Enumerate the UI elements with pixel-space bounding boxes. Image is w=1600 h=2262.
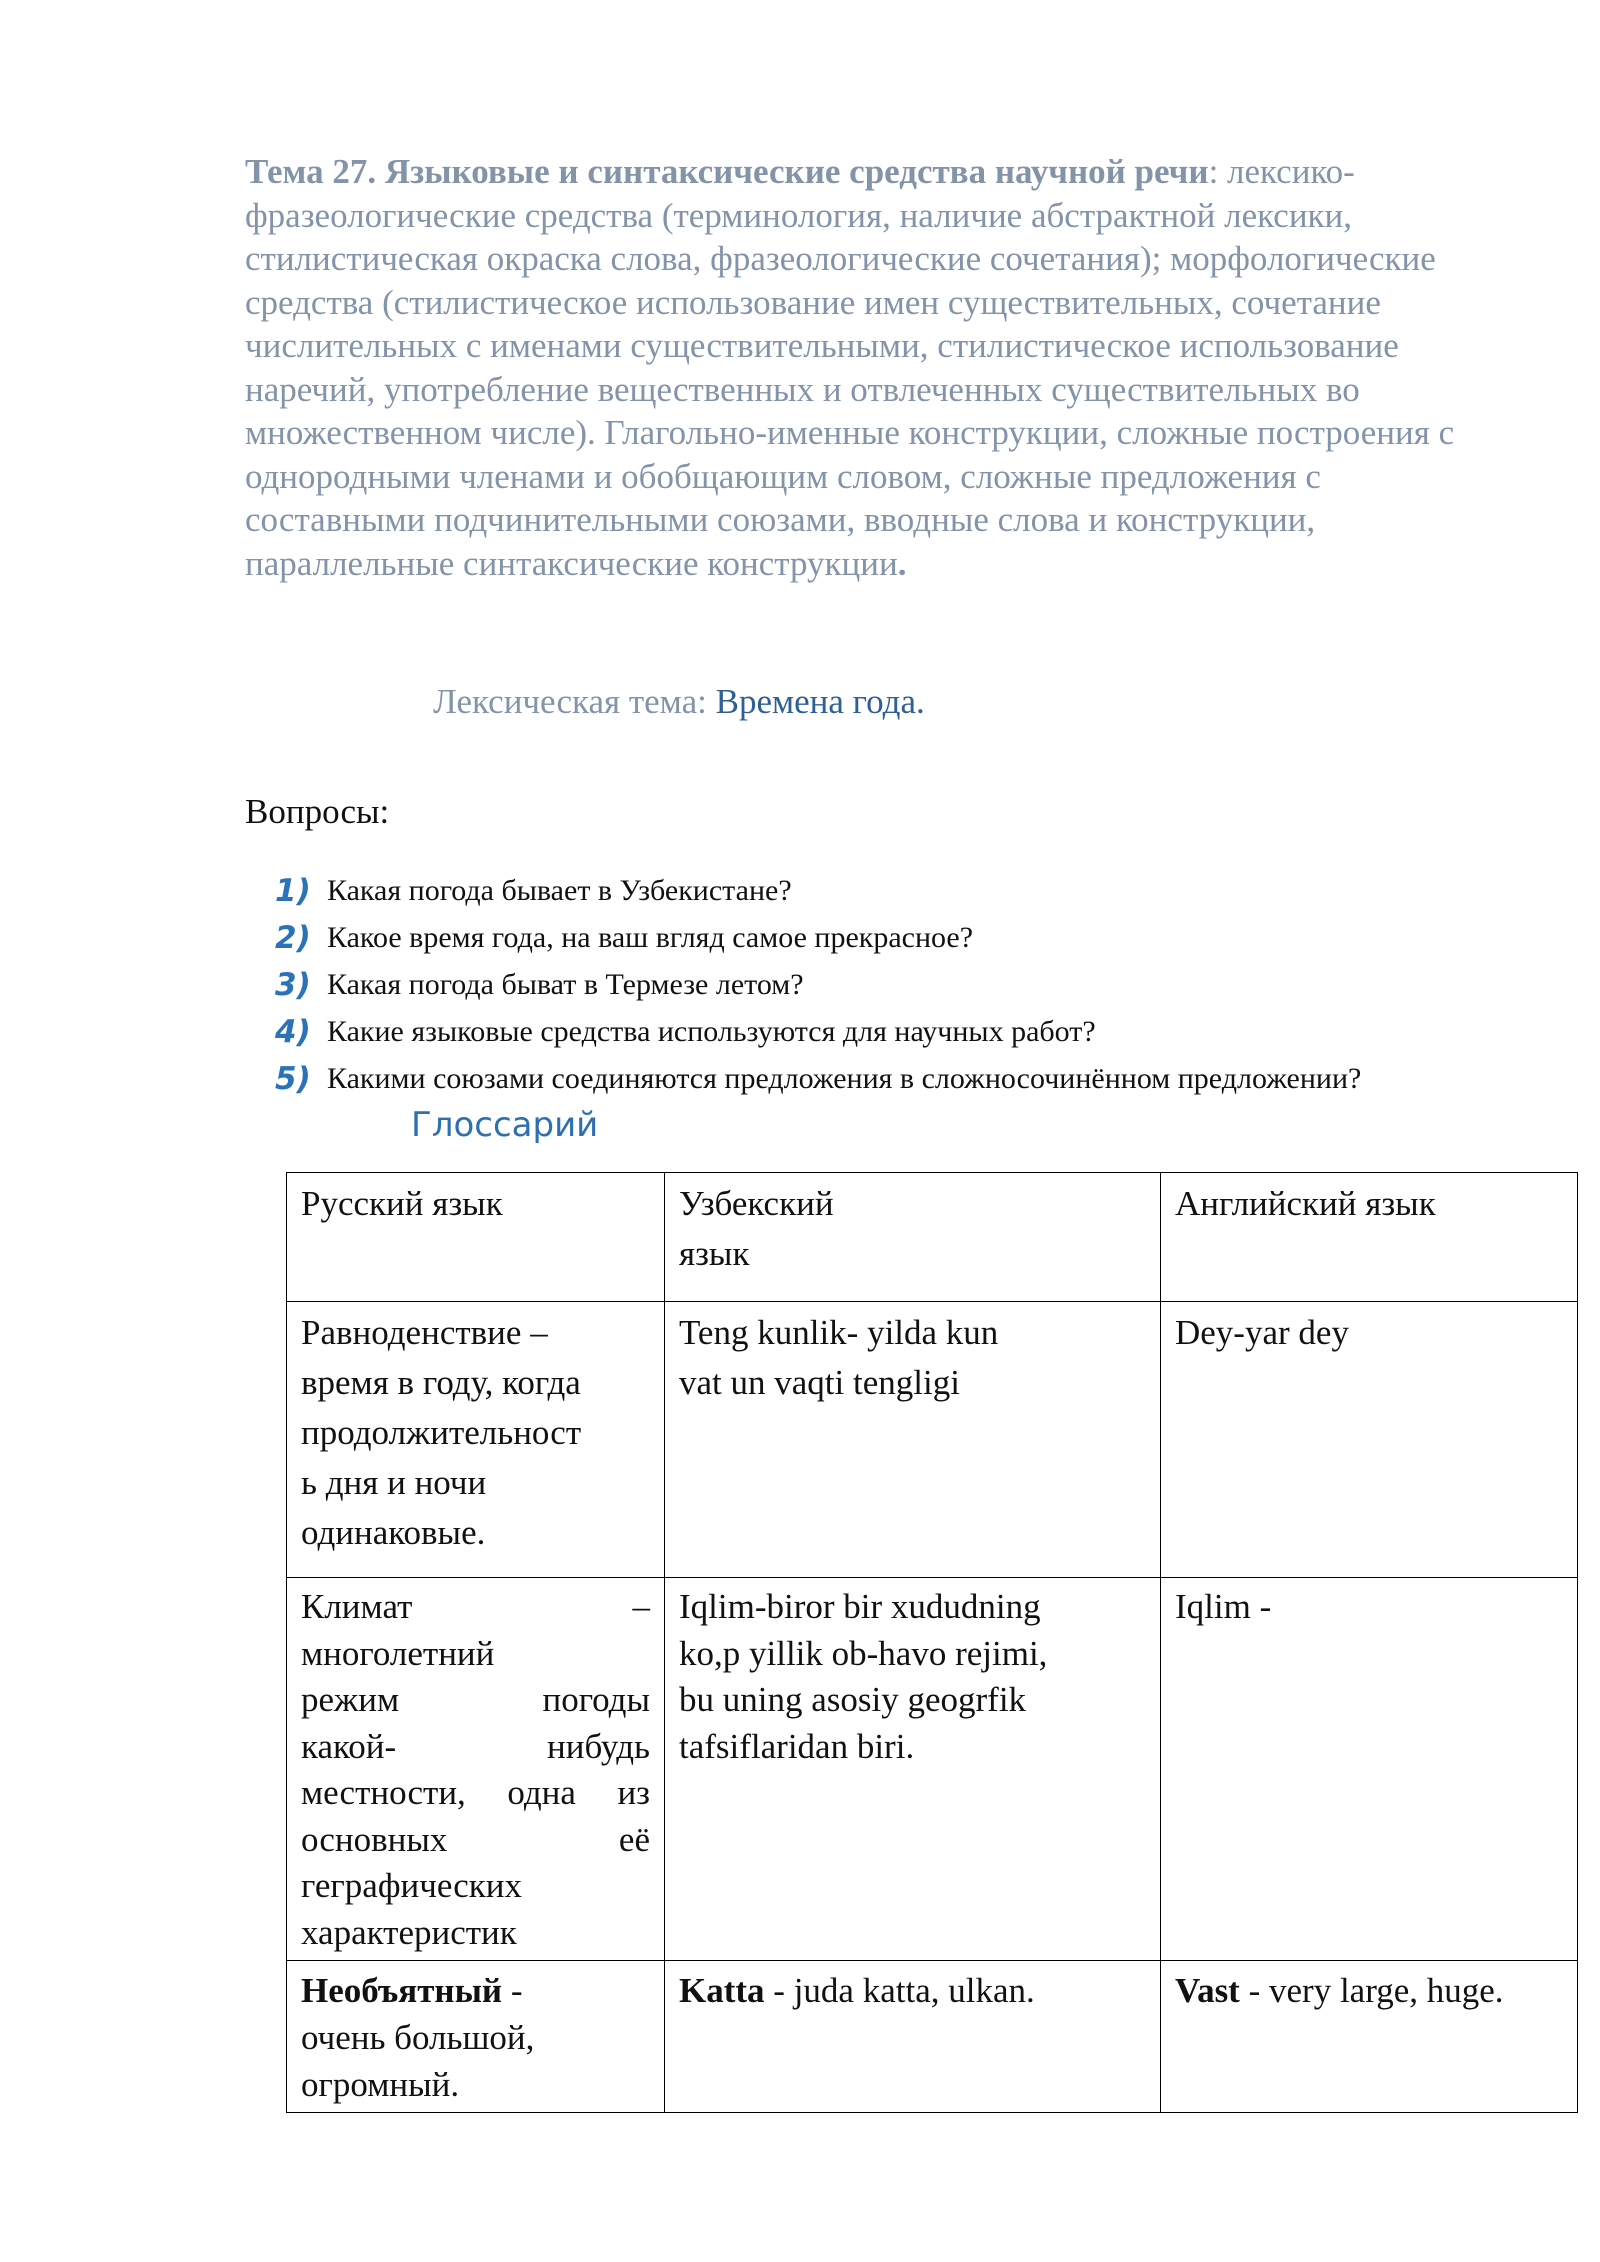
cell-russian (287, 1961, 665, 2113)
cell-line: ko,p yillik ob-havo rejimi, (679, 1633, 1048, 1673)
question-number: 2) (275, 919, 311, 956)
term-bold: Vast (1175, 1971, 1240, 2010)
term-definition: - juda katta, ulkan. (764, 1971, 1035, 2010)
question-text: Какая погода бывает в Узбекистане? (327, 873, 792, 907)
cell-line: характеристик (301, 1912, 517, 1952)
cell-line: ь дня и ночи (301, 1463, 487, 1502)
topic-title: Тема 27. Языковые и синтаксические средства научной речи (245, 152, 1209, 191)
cell-uzbek (665, 1302, 1161, 1578)
question-number: 3) (275, 966, 311, 1003)
question-text: Какая погода быват в Термезе летом? (327, 967, 804, 1001)
cell-line: время в году, когда (301, 1363, 581, 1402)
list-item (275, 1055, 1361, 1102)
table-row (287, 1302, 1578, 1578)
table-header-row (287, 1173, 1578, 1302)
question-text: Какое время года, на ваш вгляд самое прекрасное? (327, 920, 974, 954)
cell-line: bu uning asosiy geogrfik (679, 1680, 1027, 1719)
cell-uzbek (665, 1578, 1161, 1961)
list-item (275, 867, 1361, 914)
header-uzbek-line: язык (679, 1234, 750, 1273)
header-uzbek (665, 1173, 1161, 1302)
topic-paragraph (245, 150, 1475, 585)
header-english (1161, 1173, 1578, 1302)
list-item (275, 1008, 1361, 1055)
cell-uzbek (665, 1961, 1161, 2113)
cell-line: какой- нибудь (301, 1726, 650, 1766)
header-english-label: Английский язык (1175, 1184, 1436, 1223)
glossary-heading: Глоссарий (411, 1105, 599, 1145)
cell-line: Teng kunlik- yilda kun (679, 1313, 999, 1352)
term-definition: - very large, huge. (1239, 1971, 1504, 2010)
glossary-table (286, 1172, 1578, 2113)
lexical-topic-value: Времена года. (715, 682, 925, 721)
header-russian (287, 1173, 665, 1302)
table-row (287, 1578, 1578, 1961)
cell-line: режим погоды (301, 1680, 650, 1719)
cell-line: местности, одна из (301, 1773, 650, 1812)
lexical-topic (433, 680, 925, 724)
cell-line: Dey-yar dey (1175, 1313, 1349, 1352)
question-number: 5) (275, 1060, 311, 1097)
cell-line: Равноденствие – (301, 1313, 548, 1352)
cell-english (1161, 1302, 1578, 1578)
header-uzbek-line: Узбекский (679, 1184, 834, 1223)
header-russian-label: Русский язык (301, 1184, 503, 1223)
topic-colon: : (1208, 152, 1219, 191)
topic-end-dot: . (897, 543, 907, 583)
cell-english (1161, 1961, 1578, 2113)
cell-line: Iqlim-biror bir xududning (679, 1587, 1041, 1626)
question-number: 1) (275, 872, 311, 909)
term-bold: Katta (679, 1971, 765, 2010)
questions-list (275, 867, 1361, 1102)
term-dash: - (502, 1971, 523, 2010)
cell-line: tafsiflaridan biri. (679, 1726, 915, 1766)
cell-line: основных её (301, 1819, 650, 1859)
cell-russian (287, 1302, 665, 1578)
cell-english (1161, 1578, 1578, 1961)
cell-line: многолетний (301, 1633, 495, 1673)
list-item (275, 914, 1361, 961)
cell-line: геграфических (301, 1866, 523, 1905)
question-text: Какими союзами соединяются предложения в сложносочинённом предложении? (327, 1061, 1362, 1095)
question-text: Какие языковые средства используются для научных работ? (327, 1014, 1096, 1048)
cell-line: Iqlim - (1175, 1587, 1272, 1626)
question-number: 4) (275, 1013, 311, 1050)
lexical-topic-label: Лексическая тема: (433, 682, 716, 721)
cell-line: одинаковые. (301, 1513, 486, 1552)
cell-line: очень большой, (301, 2018, 535, 2057)
term-bold: Необъятный (301, 1971, 503, 2010)
questions-heading: Вопросы: (245, 792, 390, 831)
cell-line: продолжительност (301, 1413, 582, 1452)
cell-line: Климат – (301, 1587, 650, 1626)
cell-line: огромный. (301, 2065, 460, 2104)
cell-line: vat un vaqti tengligi (679, 1363, 960, 1402)
table-row (287, 1961, 1578, 2113)
topic-body: лексико-фразеологические средства (терминология, наличие абстрактной лексики, стилистическая окраска слова, фразеологические сочетания); морфологические средства (стилистическое использование имен существительных, сочетание числительных с именами существительными, стилистическое использование наречий, употребление вещественных и отвлеченных существительных во множественном числе). Глагольно-именные конструкции, сложные построения с однородными членами и обобщающим словом, сложные предложения с составными подчинительными союзами, вводные слова и конструкции, параллельные синтаксические конструкции (245, 152, 1455, 583)
list-item (275, 961, 1361, 1008)
cell-line (301, 1967, 650, 2014)
cell-russian (287, 1578, 665, 1961)
